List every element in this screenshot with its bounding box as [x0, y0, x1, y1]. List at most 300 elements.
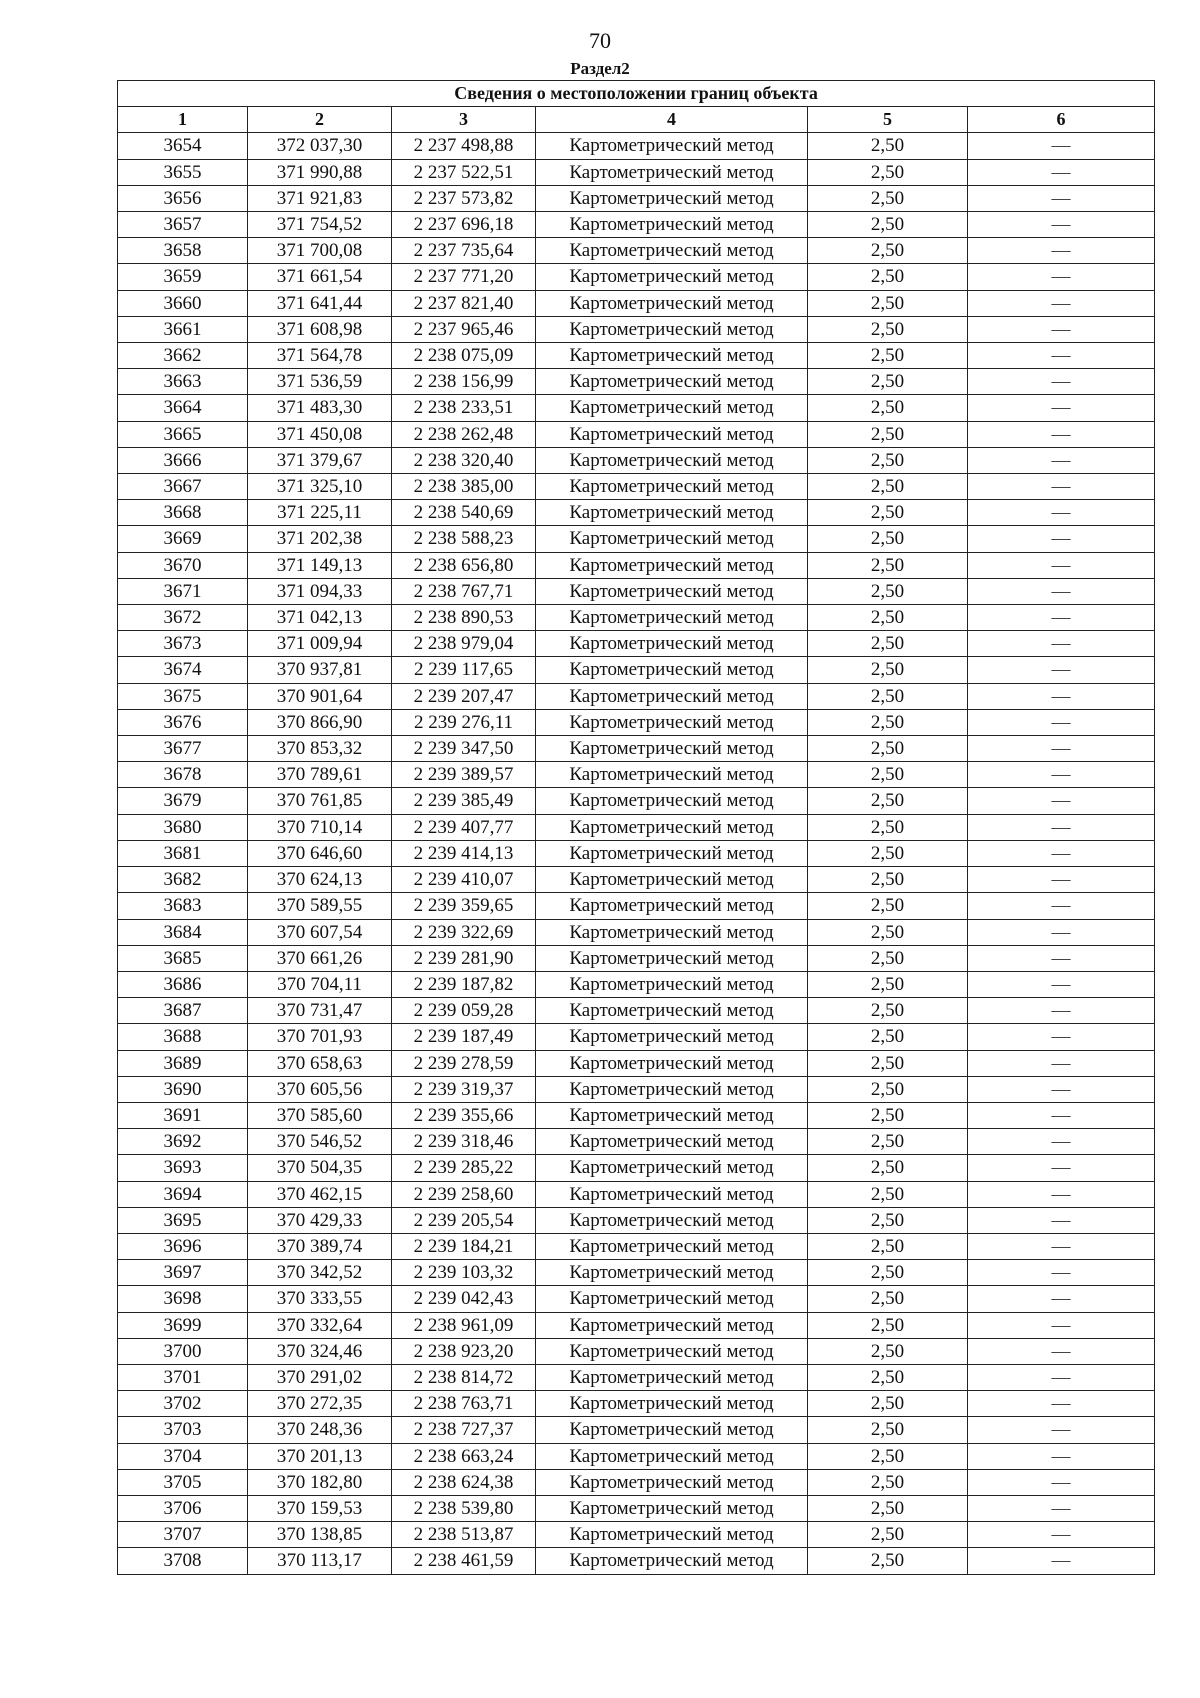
accuracy-cell: 2,50 — [808, 631, 968, 657]
point-number-cell: 3668 — [118, 500, 248, 526]
point-number-cell: 3687 — [118, 998, 248, 1024]
point-number-cell: 3696 — [118, 1233, 248, 1259]
table-row — [118, 1338, 1155, 1364]
note-cell: — — [968, 736, 1155, 762]
x-coordinate-cell: 371 700,08 — [248, 238, 392, 264]
y-coordinate-cell: 2 238 156,99 — [392, 369, 536, 395]
table-row — [118, 1207, 1155, 1233]
point-number-cell: 3659 — [118, 264, 248, 290]
accuracy-cell: 2,50 — [808, 814, 968, 840]
table-row — [118, 1233, 1155, 1259]
table-row — [118, 1391, 1155, 1417]
note-cell: — — [968, 1102, 1155, 1128]
table-row — [118, 1548, 1155, 1574]
note-cell: — — [968, 159, 1155, 185]
note-cell: — — [968, 867, 1155, 893]
point-number-cell: 3702 — [118, 1391, 248, 1417]
point-number-cell: 3675 — [118, 683, 248, 709]
table-row — [118, 290, 1155, 316]
table-row — [118, 421, 1155, 447]
accuracy-cell: 2,50 — [808, 736, 968, 762]
note-cell: — — [968, 552, 1155, 578]
y-coordinate-cell: 2 239 347,50 — [392, 736, 536, 762]
y-coordinate-cell: 2 238 539,80 — [392, 1495, 536, 1521]
x-coordinate-cell: 370 607,54 — [248, 919, 392, 945]
x-coordinate-cell: 371 379,67 — [248, 447, 392, 473]
y-coordinate-cell: 2 238 727,37 — [392, 1417, 536, 1443]
point-number-cell: 3685 — [118, 945, 248, 971]
method-cell: Картометрический метод — [536, 1548, 808, 1574]
x-coordinate-cell: 370 589,55 — [248, 893, 392, 919]
accuracy-cell: 2,50 — [808, 788, 968, 814]
note-cell: — — [968, 1076, 1155, 1102]
method-cell: Картометрический метод — [536, 1469, 808, 1495]
accuracy-cell: 2,50 — [808, 1391, 968, 1417]
accuracy-cell: 2,50 — [808, 998, 968, 1024]
y-coordinate-cell: 2 237 522,51 — [392, 159, 536, 185]
note-cell: — — [968, 657, 1155, 683]
method-cell: Картометрический метод — [536, 474, 808, 500]
table-row — [118, 1076, 1155, 1102]
method-cell: Картометрический метод — [536, 1338, 808, 1364]
table-row — [118, 709, 1155, 735]
table-row — [118, 159, 1155, 185]
point-number-cell: 3703 — [118, 1417, 248, 1443]
accuracy-cell: 2,50 — [808, 709, 968, 735]
point-number-cell: 3680 — [118, 814, 248, 840]
table-row — [118, 1260, 1155, 1286]
method-cell: Картометрический метод — [536, 1155, 808, 1181]
x-coordinate-cell: 370 761,85 — [248, 788, 392, 814]
accuracy-cell: 2,50 — [808, 1312, 968, 1338]
table-row — [118, 971, 1155, 997]
y-coordinate-cell: 2 239 278,59 — [392, 1050, 536, 1076]
note-cell: — — [968, 971, 1155, 997]
table-row — [118, 605, 1155, 631]
x-coordinate-cell: 371 149,13 — [248, 552, 392, 578]
method-cell: Картометрический метод — [536, 578, 808, 604]
x-coordinate-cell: 371 225,11 — [248, 500, 392, 526]
accuracy-cell: 2,50 — [808, 1233, 968, 1259]
point-number-cell: 3707 — [118, 1522, 248, 1548]
method-cell: Картометрический метод — [536, 421, 808, 447]
note-cell: — — [968, 1417, 1155, 1443]
accuracy-cell: 2,50 — [808, 185, 968, 211]
point-number-cell: 3706 — [118, 1495, 248, 1521]
point-number-cell: 3666 — [118, 447, 248, 473]
x-coordinate-cell: 370 113,17 — [248, 1548, 392, 1574]
point-number-cell: 3674 — [118, 657, 248, 683]
y-coordinate-cell: 2 239 281,90 — [392, 945, 536, 971]
accuracy-cell: 2,50 — [808, 1443, 968, 1469]
point-number-cell: 3661 — [118, 316, 248, 342]
method-cell: Картометрический метод — [536, 919, 808, 945]
accuracy-cell: 2,50 — [808, 474, 968, 500]
x-coordinate-cell: 371 325,10 — [248, 474, 392, 500]
table-row — [118, 893, 1155, 919]
x-coordinate-cell: 370 704,11 — [248, 971, 392, 997]
table-row — [118, 447, 1155, 473]
accuracy-cell: 2,50 — [808, 683, 968, 709]
method-cell: Картометрический метод — [536, 1364, 808, 1390]
column-header: 2 — [248, 107, 392, 133]
method-cell: Картометрический метод — [536, 709, 808, 735]
y-coordinate-cell: 2 238 624,38 — [392, 1469, 536, 1495]
accuracy-cell: 2,50 — [808, 1050, 968, 1076]
method-cell: Картометрический метод — [536, 369, 808, 395]
y-coordinate-cell: 2 238 961,09 — [392, 1312, 536, 1338]
method-cell: Картометрический метод — [536, 290, 808, 316]
column-header: 1 — [118, 107, 248, 133]
y-coordinate-cell: 2 238 262,48 — [392, 421, 536, 447]
accuracy-cell: 2,50 — [808, 1548, 968, 1574]
note-cell: — — [968, 369, 1155, 395]
point-number-cell: 3672 — [118, 605, 248, 631]
point-number-cell: 3660 — [118, 290, 248, 316]
method-cell: Картометрический метод — [536, 788, 808, 814]
table-row — [118, 919, 1155, 945]
method-cell: Картометрический метод — [536, 552, 808, 578]
note-cell: — — [968, 1024, 1155, 1050]
y-coordinate-cell: 2 238 461,59 — [392, 1548, 536, 1574]
x-coordinate-cell: 370 646,60 — [248, 840, 392, 866]
method-cell: Картометрический метод — [536, 736, 808, 762]
method-cell: Картометрический метод — [536, 814, 808, 840]
x-coordinate-cell: 372 037,30 — [248, 133, 392, 159]
method-cell: Картометрический метод — [536, 840, 808, 866]
point-number-cell: 3656 — [118, 185, 248, 211]
note-cell: — — [968, 1050, 1155, 1076]
method-cell: Картометрический метод — [536, 212, 808, 238]
table-row — [118, 1469, 1155, 1495]
method-cell: Картометрический метод — [536, 133, 808, 159]
accuracy-cell: 2,50 — [808, 1260, 968, 1286]
table-row — [118, 945, 1155, 971]
note-cell: — — [968, 578, 1155, 604]
x-coordinate-cell: 370 138,85 — [248, 1522, 392, 1548]
note-cell: — — [968, 1522, 1155, 1548]
method-cell: Картометрический метод — [536, 945, 808, 971]
accuracy-cell: 2,50 — [808, 1286, 968, 1312]
table-row — [118, 1417, 1155, 1443]
table-row — [118, 657, 1155, 683]
method-cell: Картометрический метод — [536, 1522, 808, 1548]
method-cell: Картометрический метод — [536, 1443, 808, 1469]
x-coordinate-cell: 370 624,13 — [248, 867, 392, 893]
point-number-cell: 3701 — [118, 1364, 248, 1390]
point-number-cell: 3698 — [118, 1286, 248, 1312]
point-number-cell: 3665 — [118, 421, 248, 447]
table-row — [118, 133, 1155, 159]
method-cell: Картометрический метод — [536, 185, 808, 211]
point-number-cell: 3657 — [118, 212, 248, 238]
method-cell: Картометрический метод — [536, 1102, 808, 1128]
point-number-cell: 3686 — [118, 971, 248, 997]
table-row — [118, 762, 1155, 788]
point-number-cell: 3692 — [118, 1129, 248, 1155]
method-cell: Картометрический метод — [536, 238, 808, 264]
accuracy-cell: 2,50 — [808, 159, 968, 185]
note-cell: — — [968, 1233, 1155, 1259]
accuracy-cell: 2,50 — [808, 343, 968, 369]
x-coordinate-cell: 370 248,36 — [248, 1417, 392, 1443]
table-row — [118, 1364, 1155, 1390]
accuracy-cell: 2,50 — [808, 945, 968, 971]
y-coordinate-cell: 2 239 414,13 — [392, 840, 536, 866]
point-number-cell: 3689 — [118, 1050, 248, 1076]
table-row — [118, 1312, 1155, 1338]
method-cell: Картометрический метод — [536, 971, 808, 997]
column-header: 5 — [808, 107, 968, 133]
method-cell: Картометрический метод — [536, 447, 808, 473]
method-cell: Картометрический метод — [536, 316, 808, 342]
accuracy-cell: 2,50 — [808, 893, 968, 919]
accuracy-cell: 2,50 — [808, 421, 968, 447]
x-coordinate-cell: 370 504,35 — [248, 1155, 392, 1181]
table-row — [118, 1286, 1155, 1312]
x-coordinate-cell: 370 291,02 — [248, 1364, 392, 1390]
x-coordinate-cell: 371 921,83 — [248, 185, 392, 211]
accuracy-cell: 2,50 — [808, 840, 968, 866]
accuracy-cell: 2,50 — [808, 1495, 968, 1521]
table-row — [118, 1129, 1155, 1155]
method-cell: Картометрический метод — [536, 998, 808, 1024]
y-coordinate-cell: 2 239 187,82 — [392, 971, 536, 997]
point-number-cell: 3693 — [118, 1155, 248, 1181]
y-coordinate-cell: 2 239 355,66 — [392, 1102, 536, 1128]
method-cell: Картометрический метод — [536, 631, 808, 657]
note-cell: — — [968, 631, 1155, 657]
table-body — [118, 133, 1155, 1574]
table-row — [118, 1024, 1155, 1050]
point-number-cell: 3677 — [118, 736, 248, 762]
method-cell: Картометрический метод — [536, 683, 808, 709]
x-coordinate-cell: 370 546,52 — [248, 1129, 392, 1155]
y-coordinate-cell: 2 238 540,69 — [392, 500, 536, 526]
y-coordinate-cell: 2 239 207,47 — [392, 683, 536, 709]
accuracy-cell: 2,50 — [808, 919, 968, 945]
y-coordinate-cell: 2 239 389,57 — [392, 762, 536, 788]
y-coordinate-cell: 2 239 117,65 — [392, 657, 536, 683]
y-coordinate-cell: 2 238 923,20 — [392, 1338, 536, 1364]
table-caption-row — [118, 81, 1155, 107]
y-coordinate-cell: 2 238 233,51 — [392, 395, 536, 421]
point-number-cell: 3671 — [118, 578, 248, 604]
x-coordinate-cell: 370 272,35 — [248, 1391, 392, 1417]
y-coordinate-cell: 2 239 258,60 — [392, 1181, 536, 1207]
y-coordinate-cell: 2 237 821,40 — [392, 290, 536, 316]
table-row — [118, 1181, 1155, 1207]
x-coordinate-cell: 370 462,15 — [248, 1181, 392, 1207]
table-row — [118, 500, 1155, 526]
point-number-cell: 3704 — [118, 1443, 248, 1469]
method-cell: Картометрический метод — [536, 657, 808, 683]
point-number-cell: 3695 — [118, 1207, 248, 1233]
table-row — [118, 395, 1155, 421]
note-cell: — — [968, 1181, 1155, 1207]
accuracy-cell: 2,50 — [808, 1338, 968, 1364]
note-cell: — — [968, 500, 1155, 526]
x-coordinate-cell: 371 990,88 — [248, 159, 392, 185]
x-coordinate-cell: 371 483,30 — [248, 395, 392, 421]
method-cell: Картометрический метод — [536, 1417, 808, 1443]
method-cell: Картометрический метод — [536, 762, 808, 788]
point-number-cell: 3663 — [118, 369, 248, 395]
x-coordinate-cell: 371 202,38 — [248, 526, 392, 552]
y-coordinate-cell: 2 239 285,22 — [392, 1155, 536, 1181]
x-coordinate-cell: 371 661,54 — [248, 264, 392, 290]
method-cell: Картометрический метод — [536, 1286, 808, 1312]
method-cell: Картометрический метод — [536, 264, 808, 290]
table-row — [118, 578, 1155, 604]
point-number-cell: 3705 — [118, 1469, 248, 1495]
table-row — [118, 1050, 1155, 1076]
note-cell: — — [968, 1338, 1155, 1364]
method-cell: Картометрический метод — [536, 893, 808, 919]
accuracy-cell: 2,50 — [808, 552, 968, 578]
accuracy-cell: 2,50 — [808, 1364, 968, 1390]
accuracy-cell: 2,50 — [808, 657, 968, 683]
x-coordinate-cell: 370 429,33 — [248, 1207, 392, 1233]
point-number-cell: 3654 — [118, 133, 248, 159]
table-row — [118, 867, 1155, 893]
note-cell: — — [968, 814, 1155, 840]
table-caption: Сведения о местоположении границ объекта — [118, 81, 1155, 107]
accuracy-cell: 2,50 — [808, 238, 968, 264]
y-coordinate-cell: 2 239 103,32 — [392, 1260, 536, 1286]
y-coordinate-cell: 2 238 663,24 — [392, 1443, 536, 1469]
method-cell: Картометрический метод — [536, 159, 808, 185]
x-coordinate-cell: 371 608,98 — [248, 316, 392, 342]
point-number-cell: 3670 — [118, 552, 248, 578]
x-coordinate-cell: 371 641,44 — [248, 290, 392, 316]
boundary-table — [117, 80, 1155, 1575]
accuracy-cell: 2,50 — [808, 1129, 968, 1155]
note-cell: — — [968, 1260, 1155, 1286]
table-row — [118, 552, 1155, 578]
y-coordinate-cell: 2 237 498,88 — [392, 133, 536, 159]
x-coordinate-cell: 370 585,60 — [248, 1102, 392, 1128]
accuracy-cell: 2,50 — [808, 290, 968, 316]
method-cell: Картометрический метод — [536, 605, 808, 631]
y-coordinate-cell: 2 238 320,40 — [392, 447, 536, 473]
y-coordinate-cell: 2 238 890,53 — [392, 605, 536, 631]
x-coordinate-cell: 371 009,94 — [248, 631, 392, 657]
y-coordinate-cell: 2 237 771,20 — [392, 264, 536, 290]
table-row — [118, 683, 1155, 709]
note-cell: — — [968, 683, 1155, 709]
table-row — [118, 1102, 1155, 1128]
note-cell: — — [968, 1207, 1155, 1233]
x-coordinate-cell: 370 701,93 — [248, 1024, 392, 1050]
point-number-cell: 3676 — [118, 709, 248, 735]
x-coordinate-cell: 370 901,64 — [248, 683, 392, 709]
y-coordinate-cell: 2 238 656,80 — [392, 552, 536, 578]
accuracy-cell: 2,50 — [808, 1522, 968, 1548]
method-cell: Картометрический метод — [536, 500, 808, 526]
column-header: 3 — [392, 107, 536, 133]
accuracy-cell: 2,50 — [808, 212, 968, 238]
note-cell: — — [968, 1129, 1155, 1155]
table-row — [118, 1522, 1155, 1548]
x-coordinate-cell: 370 159,53 — [248, 1495, 392, 1521]
table-row — [118, 212, 1155, 238]
y-coordinate-cell: 2 237 735,64 — [392, 238, 536, 264]
point-number-cell: 3669 — [118, 526, 248, 552]
accuracy-cell: 2,50 — [808, 605, 968, 631]
note-cell: — — [968, 1391, 1155, 1417]
method-cell: Картометрический метод — [536, 1495, 808, 1521]
accuracy-cell: 2,50 — [808, 867, 968, 893]
y-coordinate-cell: 2 239 322,69 — [392, 919, 536, 945]
accuracy-cell: 2,50 — [808, 1102, 968, 1128]
accuracy-cell: 2,50 — [808, 526, 968, 552]
note-cell: — — [968, 421, 1155, 447]
note-cell: — — [968, 1155, 1155, 1181]
method-cell: Картометрический метод — [536, 1260, 808, 1286]
y-coordinate-cell: 2 239 410,07 — [392, 867, 536, 893]
point-number-cell: 3694 — [118, 1181, 248, 1207]
accuracy-cell: 2,50 — [808, 1469, 968, 1495]
accuracy-cell: 2,50 — [808, 133, 968, 159]
y-coordinate-cell: 2 239 318,46 — [392, 1129, 536, 1155]
point-number-cell: 3664 — [118, 395, 248, 421]
y-coordinate-cell: 2 238 814,72 — [392, 1364, 536, 1390]
method-cell: Картометрический метод — [536, 343, 808, 369]
table-row — [118, 369, 1155, 395]
y-coordinate-cell: 2 238 075,09 — [392, 343, 536, 369]
accuracy-cell: 2,50 — [808, 762, 968, 788]
note-cell: — — [968, 290, 1155, 316]
table-row — [118, 343, 1155, 369]
note-cell: — — [968, 1312, 1155, 1338]
method-cell: Картометрический метод — [536, 1391, 808, 1417]
point-number-cell: 3682 — [118, 867, 248, 893]
table-row — [118, 316, 1155, 342]
point-number-cell: 3697 — [118, 1260, 248, 1286]
method-cell: Картометрический метод — [536, 1129, 808, 1155]
point-number-cell: 3699 — [118, 1312, 248, 1338]
note-cell: — — [968, 709, 1155, 735]
method-cell: Картометрический метод — [536, 1050, 808, 1076]
note-cell: — — [968, 1548, 1155, 1574]
note-cell: — — [968, 605, 1155, 631]
x-coordinate-cell: 370 658,63 — [248, 1050, 392, 1076]
note-cell: — — [968, 788, 1155, 814]
point-number-cell: 3684 — [118, 919, 248, 945]
table-row — [118, 526, 1155, 552]
y-coordinate-cell: 2 239 205,54 — [392, 1207, 536, 1233]
accuracy-cell: 2,50 — [808, 500, 968, 526]
y-coordinate-cell: 2 239 276,11 — [392, 709, 536, 735]
table-row — [118, 1155, 1155, 1181]
note-cell: — — [968, 1495, 1155, 1521]
y-coordinate-cell: 2 237 696,18 — [392, 212, 536, 238]
y-coordinate-cell: 2 239 059,28 — [392, 998, 536, 1024]
y-coordinate-cell: 2 238 767,71 — [392, 578, 536, 604]
x-coordinate-cell: 371 094,33 — [248, 578, 392, 604]
accuracy-cell: 2,50 — [808, 447, 968, 473]
point-number-cell: 3655 — [118, 159, 248, 185]
accuracy-cell: 2,50 — [808, 369, 968, 395]
point-number-cell: 3658 — [118, 238, 248, 264]
note-cell: — — [968, 526, 1155, 552]
y-coordinate-cell: 2 239 042,43 — [392, 1286, 536, 1312]
note-cell: — — [968, 945, 1155, 971]
y-coordinate-cell: 2 238 385,00 — [392, 474, 536, 500]
accuracy-cell: 2,50 — [808, 1417, 968, 1443]
method-cell: Картометрический метод — [536, 1207, 808, 1233]
